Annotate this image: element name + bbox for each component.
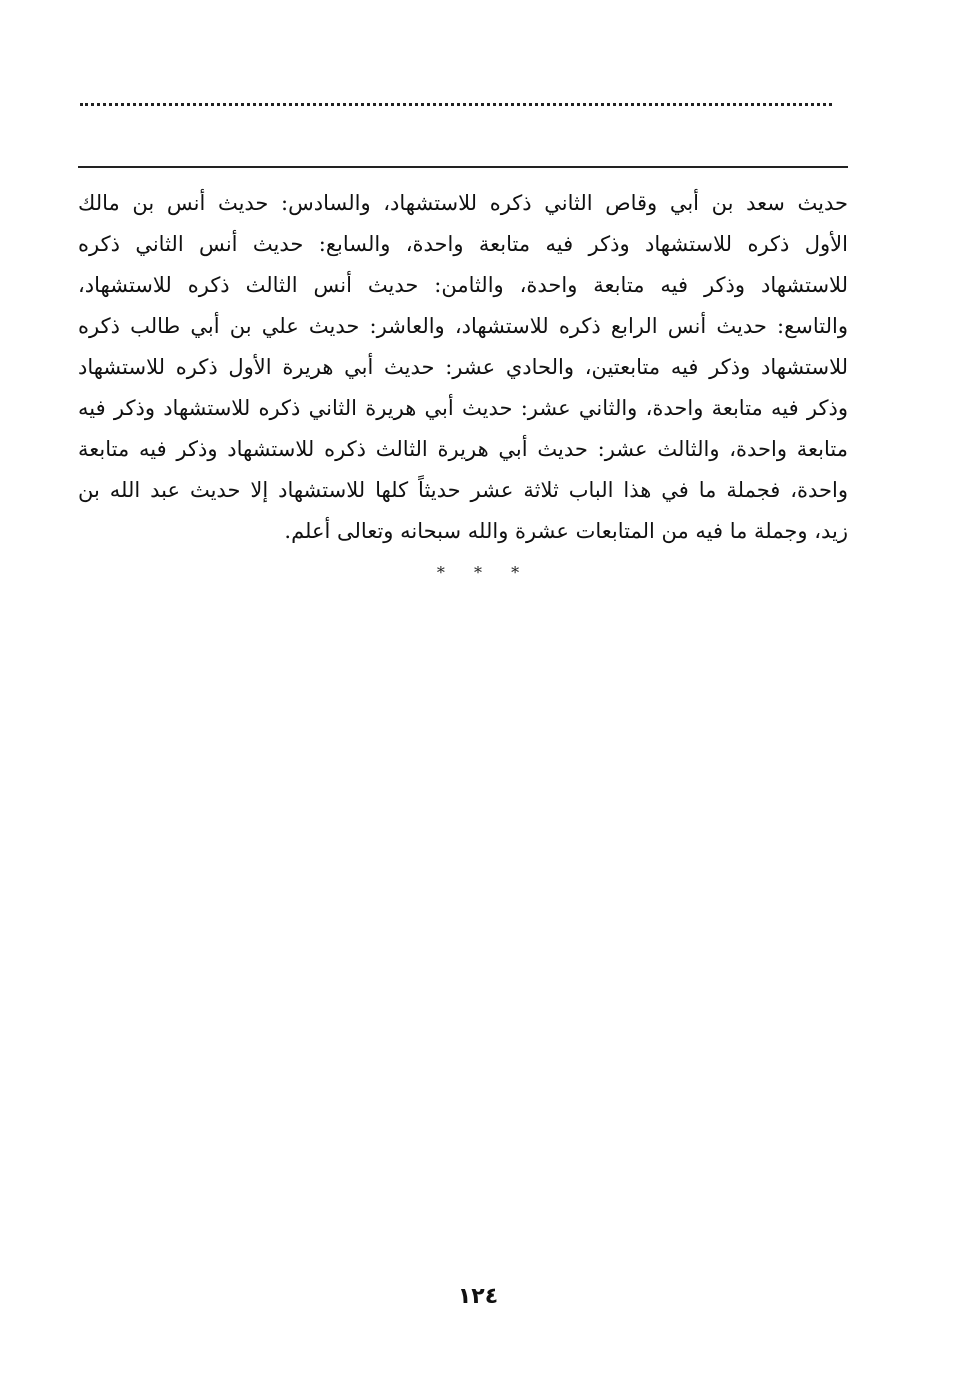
text-line-9: زيد، وجملة ما فيه من المتابعات عشرة والله سبحانه وتعالى أعلم. — [284, 519, 848, 543]
text-line-4: والتاسع: حديث أنس الرابع ذكره للاستشهاد، والعاشر: حديث علي بن أبي طالب ذكره — [78, 314, 848, 338]
page-number: ١٢٤ — [457, 1284, 499, 1309]
text-line-2: الأول ذكره للاستشهاد وذكر فيه متابعة واحدة، والسابع: حديث أنس الثاني ذكره — [78, 232, 848, 256]
text-line-8: واحدة، فجملة ما في هذا الباب ثلاثة عشر حديثاً كلها للاستشهاد إلا حديث عبد الله بن — [78, 478, 848, 502]
asterisk-icon: * — [511, 563, 520, 582]
dotted-divider — [80, 103, 832, 106]
text-line-7: متابعة واحدة، والثالث عشر: حديث أبي هريرة الثالث ذكره للاستشهاد وذكر فيه متابعة — [78, 437, 848, 461]
asterisk-icon: * — [436, 563, 445, 582]
body-text — [78, 183, 848, 552]
asterisk-icon: * — [474, 563, 482, 582]
text-line-5: للاستشهاد وذكر فيه متابعتين، والحادي عشر: حديث أبي هريرة الأول ذكره للاستشهاد — [78, 355, 848, 379]
section-separator — [0, 563, 956, 582]
text-line-3: للاستشهاد وذكر فيه متابعة واحدة، والثامن: حديث أنس الثالث ذكره للاستشهاد، — [78, 273, 848, 297]
text-line-1: حديث سعد بن أبي وقاص الثاني ذكره للاستشهاد، والسادس: حديث أنس بن مالك — [78, 191, 848, 215]
footnote-divider — [78, 166, 848, 168]
text-line-6: وذكر فيه متابعة واحدة، والثاني عشر: حديث أبي هريرة الثاني ذكره للاستشهاد وذكر فيه — [78, 396, 848, 420]
